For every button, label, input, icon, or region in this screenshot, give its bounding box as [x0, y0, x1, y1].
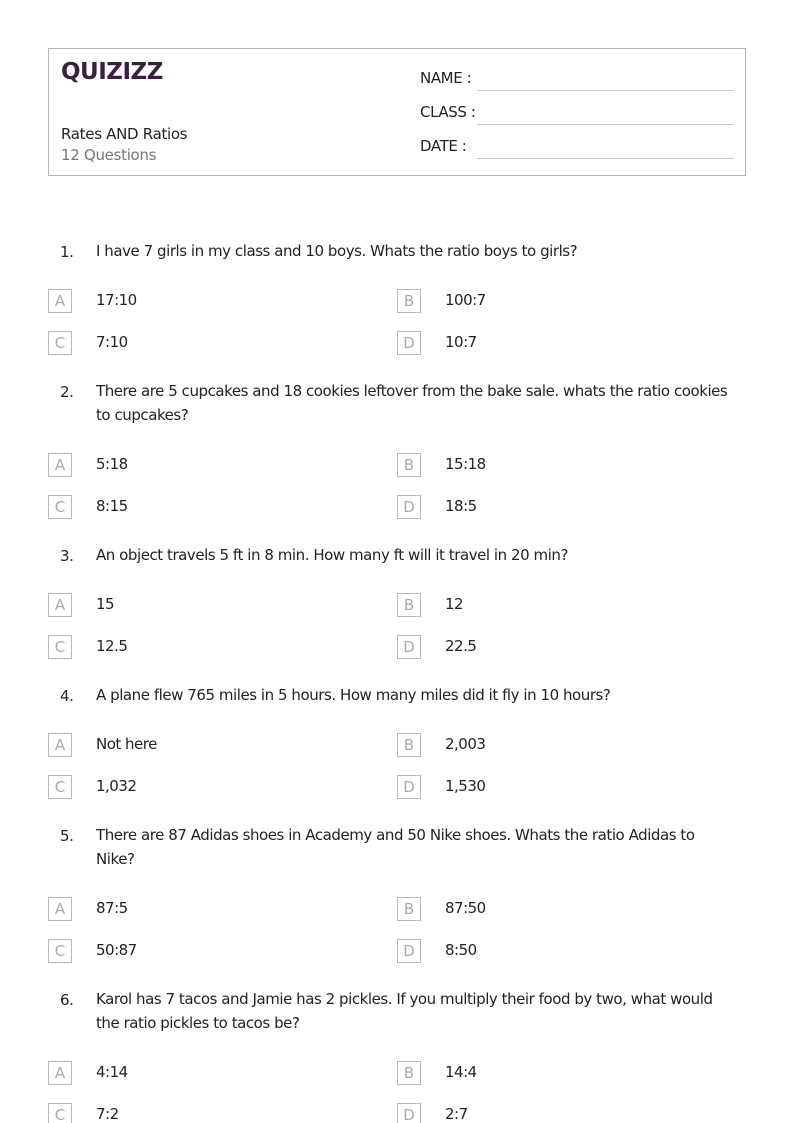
option-text: 1,032: [96, 777, 137, 795]
name-field[interactable]: [420, 69, 734, 93]
option-text: 17:10: [96, 291, 137, 309]
option-text: Not here: [96, 735, 157, 753]
option-letter-box[interactable]: B: [397, 593, 421, 617]
option-text: 10:7: [445, 333, 477, 351]
option-letter-box[interactable]: A: [48, 1061, 72, 1085]
option-text: 4:14: [96, 1063, 128, 1081]
option-text: 2:7: [445, 1105, 468, 1123]
option-text: 8:50: [445, 941, 477, 959]
worksheet-title: Rates AND Ratios: [61, 125, 188, 143]
class-label: CLASS :: [420, 103, 476, 121]
option-text: 15: [96, 595, 115, 613]
option-text: 50:87: [96, 941, 137, 959]
option-text: 15:18: [445, 455, 486, 473]
option-text: 22.5: [445, 637, 477, 655]
option-text: 7:10: [96, 333, 128, 351]
option-letter-box[interactable]: B: [397, 289, 421, 313]
question-text: An object travels 5 ft in 8 min. How many ft will it travel in 20 min?: [96, 546, 568, 564]
option-letter-box[interactable]: C: [48, 1103, 72, 1123]
option-letter-box[interactable]: D: [397, 775, 421, 799]
question-number: 4.: [60, 687, 74, 705]
option-text: 87:50: [445, 899, 486, 917]
date-field[interactable]: [420, 137, 734, 161]
question-number: 6.: [60, 991, 74, 1009]
question-text: Karol has 7 tacos and Jamie has 2 pickles. If you multiply their food by two, what would the ratio pickles to tacos be?: [96, 990, 713, 1032]
worksheet-header: [48, 48, 746, 176]
option-letter-box[interactable]: B: [397, 733, 421, 757]
option-text: 12.5: [96, 637, 128, 655]
date-input-line[interactable]: [477, 158, 734, 159]
option-text: 2,003: [445, 735, 486, 753]
name-input-line[interactable]: [477, 90, 734, 91]
option-text: 12: [445, 595, 464, 613]
option-letter-box[interactable]: A: [48, 593, 72, 617]
option-letter-box[interactable]: C: [48, 775, 72, 799]
class-input-line[interactable]: [477, 124, 734, 125]
option-letter-box[interactable]: C: [48, 939, 72, 963]
option-letter-box[interactable]: D: [397, 331, 421, 355]
option-letter-box[interactable]: D: [397, 939, 421, 963]
option-letter-box[interactable]: C: [48, 495, 72, 519]
option-text: 18:5: [445, 497, 477, 515]
option-text: 100:7: [445, 291, 486, 309]
question-count: 12 Questions: [61, 146, 157, 164]
quizizz-logo: QUIZIZZ: [61, 59, 163, 85]
option-letter-box[interactable]: A: [48, 897, 72, 921]
question-number: 1.: [60, 243, 74, 261]
question-text: A plane flew 765 miles in 5 hours. How many miles did it fly in 10 hours?: [96, 686, 611, 704]
option-letter-box[interactable]: D: [397, 635, 421, 659]
option-text: 5:18: [96, 455, 128, 473]
option-letter-box[interactable]: A: [48, 289, 72, 313]
option-letter-box[interactable]: A: [48, 453, 72, 477]
option-letter-box[interactable]: B: [397, 453, 421, 477]
question-number: 5.: [60, 827, 74, 845]
option-letter-box[interactable]: A: [48, 733, 72, 757]
option-text: 8:15: [96, 497, 128, 515]
option-letter-box[interactable]: B: [397, 897, 421, 921]
option-letter-box[interactable]: D: [397, 495, 421, 519]
option-text: 1,530: [445, 777, 486, 795]
option-letter-box[interactable]: B: [397, 1061, 421, 1085]
option-text: 14:4: [445, 1063, 477, 1081]
question-number: 3.: [60, 547, 74, 565]
option-letter-box[interactable]: D: [397, 1103, 421, 1123]
option-text: 7:2: [96, 1105, 119, 1123]
date-label: DATE :: [420, 137, 467, 155]
name-label: NAME :: [420, 69, 472, 87]
question-text: There are 5 cupcakes and 18 cookies leftover from the bake sale. whats the ratio cookies to cupcakes?: [96, 382, 728, 424]
question-text: There are 87 Adidas shoes in Academy and 50 Nike shoes. Whats the ratio Adidas to Nike?: [96, 826, 695, 868]
option-text: 87:5: [96, 899, 128, 917]
question-text: I have 7 girls in my class and 10 boys. Whats the ratio boys to girls?: [96, 242, 578, 260]
class-field[interactable]: [420, 103, 734, 127]
option-letter-box[interactable]: C: [48, 635, 72, 659]
option-letter-box[interactable]: C: [48, 331, 72, 355]
question-number: 2.: [60, 383, 74, 401]
